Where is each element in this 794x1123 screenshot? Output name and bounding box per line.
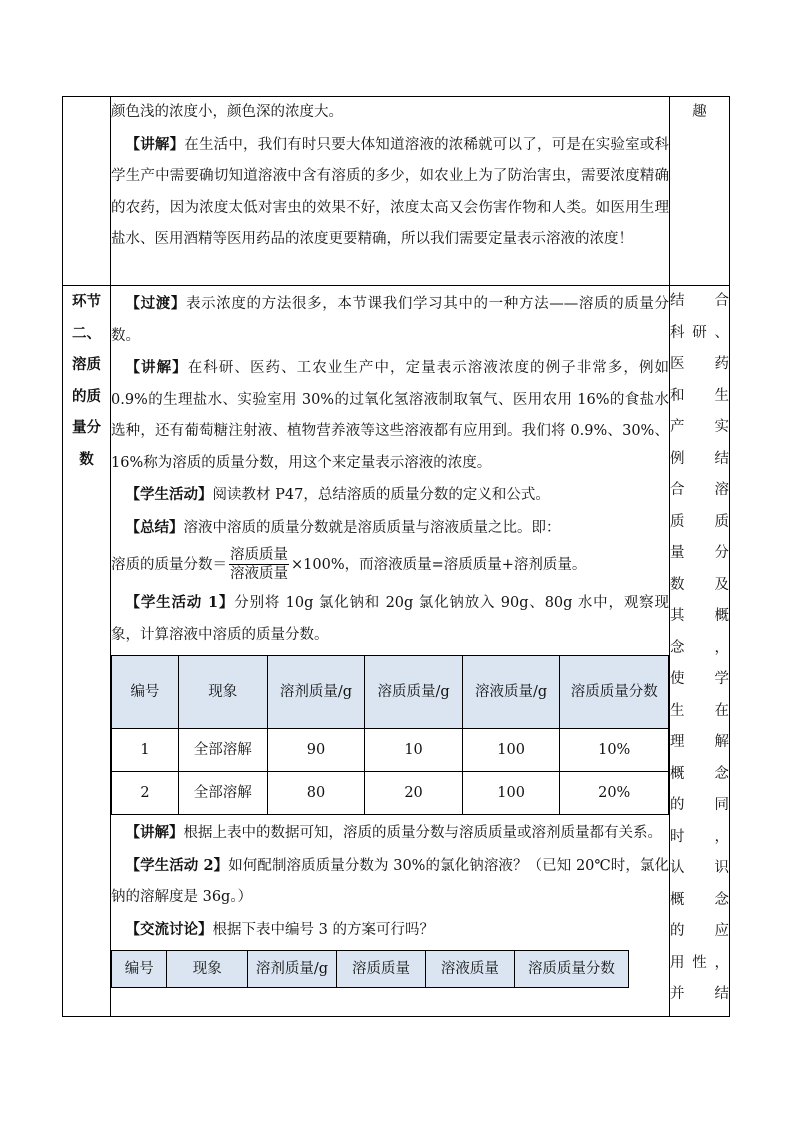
paragraph-text: 溶液中溶质的质量分数就是溶质质量与溶液质量之比。即： xyxy=(183,519,561,536)
notes-line: 其概 xyxy=(670,608,729,624)
row-section-2 xyxy=(63,286,730,1017)
table-header-cell: 现象 xyxy=(178,656,267,729)
notes-line: 认识 xyxy=(670,860,729,876)
table-header-row xyxy=(112,951,629,988)
paragraph-text: 在科研、医药、工农业生产中，定量表示溶液浓度的例子非常多，例如 0.9%的生理盐水、实验室用 30%的过氧化氢溶液制取氧气、医用农用 16%的食盐水选种，还有葡萄糖注射液、植物营养液等这些溶液都有应用到。我们将 0.9%、30%、16%称为溶质的质量分数，用这个来定量表示溶液的浓度。 xyxy=(111,360,670,471)
notes-line: 理解 xyxy=(670,734,729,750)
table-row xyxy=(112,729,669,772)
paragraph-tag: 【讲解】 xyxy=(125,135,185,153)
table-cell: 20 xyxy=(365,772,463,815)
formula-fraction xyxy=(229,546,289,583)
table-header-cell: 溶质质量分数 xyxy=(560,656,669,729)
notes-line: 的应 xyxy=(670,923,729,939)
notes-line: 结合 xyxy=(670,293,729,309)
label-line: 量分 xyxy=(72,419,101,436)
paragraph xyxy=(111,288,669,352)
data-table-2 xyxy=(111,950,629,988)
table-cell: 1 xyxy=(112,729,179,772)
notes-line: 概念 xyxy=(670,891,729,908)
table-header-cell: 溶剂质量/g xyxy=(267,656,365,729)
notes-line: 和生 xyxy=(670,387,729,404)
notes-line: 合溶 xyxy=(670,482,729,498)
lesson-plan-table xyxy=(62,96,730,1017)
row-section-1 xyxy=(63,97,730,286)
notes-line: 科研、 xyxy=(670,324,729,341)
label-line: 环节 xyxy=(72,293,101,310)
label-line: 二、 xyxy=(72,324,101,342)
label-line: 数 xyxy=(79,450,94,468)
table-header-cell: 溶液质量 xyxy=(425,951,514,988)
table-cell: 90 xyxy=(267,729,365,772)
paragraph xyxy=(111,129,669,256)
paragraph-text: 颜色浅的浓度小，颜色深的浓度大。 xyxy=(111,104,343,120)
table-cell: 100 xyxy=(462,772,560,815)
notes-line: 生在 xyxy=(670,702,729,719)
paragraph-tag: 【讲解】 xyxy=(125,359,188,376)
formula-lhs: 溶质的质量分数＝ xyxy=(111,556,227,573)
table-header-cell: 现象 xyxy=(167,951,248,988)
section-1-notes xyxy=(670,97,730,286)
formula-numerator: 溶质质量 xyxy=(230,547,288,563)
paragraph-tag: 【讲解】 xyxy=(125,824,184,841)
paragraph xyxy=(111,97,669,129)
paragraph-text: 如何配制溶质质量分数为 30%的氯化钠溶液？（已知 20℃时，氯化钠的溶解度是 36g。） xyxy=(111,857,669,905)
notes-line: 使学 xyxy=(670,671,729,687)
section-2-label xyxy=(63,286,111,1017)
notes-line: 用性， xyxy=(670,954,729,971)
table-cell: 100 xyxy=(462,729,560,772)
formula-denominator: 溶液质量 xyxy=(230,566,288,582)
notes-line: 概念 xyxy=(670,765,729,782)
paragraph-text: 阅读教材 P47，总结溶质的质量分数的定义和公式。 xyxy=(212,487,550,503)
table-header-cell: 溶质质量/g xyxy=(365,656,463,729)
paragraph-tag: 【学生活动 1】 xyxy=(125,594,235,611)
paragraph-tag: 【过渡】 xyxy=(125,295,187,312)
section-2-notes xyxy=(670,286,730,1017)
paragraph-text: 分别将 10g 氯化钠和 20g 氯化钠放入 90g、80g 水中，观察现象，计算溶液中溶质的质量分数。 xyxy=(111,595,669,643)
table-cell: 10 xyxy=(365,729,463,772)
notes-line: 例结 xyxy=(670,450,729,467)
notes-line: 量分 xyxy=(670,545,729,561)
table-header-cell: 溶剂质量/g xyxy=(248,951,337,988)
paragraph xyxy=(111,587,669,651)
section-1-content xyxy=(111,97,670,286)
table-header-cell: 溶质质量分数 xyxy=(514,951,628,988)
mass-fraction-formula xyxy=(111,546,669,583)
data-table-1 xyxy=(111,655,669,815)
paragraph-text: 在生活中，我们有时只要大体知道溶液的浓稀就可以了，可是在实验室或科学生产中需要确切知道溶液中含有溶质的多少，如农业上为了防治害虫，需要浓度精确的农药，因为浓度太低对害虫的效果不好，浓度太高又会伤害作物和人类。如医用生理盐水、医用酒精等医用药品的浓度更要精确，所以我们需要定量表示溶液的浓度！ xyxy=(111,136,670,247)
paragraph xyxy=(111,479,669,512)
formula-rhs: ×100%，而溶液质量=溶质质量+溶剂质量。 xyxy=(291,556,587,573)
paragraph xyxy=(111,352,669,479)
table-cell: 全部溶解 xyxy=(178,729,267,772)
label-line: 溶质 xyxy=(72,356,101,373)
notes-line: 医药 xyxy=(670,356,729,372)
notes-line: 产实 xyxy=(670,419,729,435)
table-cell: 2 xyxy=(112,772,179,815)
paragraph xyxy=(111,817,669,850)
table-row xyxy=(112,772,669,815)
table-header-cell: 编号 xyxy=(112,951,167,988)
table-cell: 全部溶解 xyxy=(178,772,267,815)
table-header-cell: 溶液质量/g xyxy=(462,656,560,729)
notes-line: 时， xyxy=(670,828,729,845)
paragraph xyxy=(111,914,669,947)
section-1-label-cell xyxy=(63,97,111,286)
paragraph-text: 根据上表中的数据可知，溶质的质量分数与溶质质量或溶剂质量都有关系。 xyxy=(183,825,662,841)
table-cell: 80 xyxy=(267,772,365,815)
paragraph-text: 表示浓度的方法很多，本节课我们学习其中的一种方法——溶质的质量分数。 xyxy=(111,296,669,344)
paragraph-tag: 【学生活动 2】 xyxy=(125,856,229,874)
lesson-plan-page xyxy=(62,96,730,1017)
notes-line: 数及 xyxy=(670,576,729,593)
notes-text: 趣 xyxy=(692,104,707,120)
paragraph-tag: 【学生活动】 xyxy=(125,486,213,503)
table-cell: 10% xyxy=(560,729,669,772)
table-header-cell: 编号 xyxy=(112,656,179,729)
table-header-row xyxy=(112,656,669,729)
paragraph xyxy=(111,850,669,914)
paragraph-tag: 【交流讨论】 xyxy=(125,920,213,938)
section-2-content xyxy=(111,286,670,1017)
table-header-cell: 溶质质量 xyxy=(336,951,425,988)
notes-line: 念， xyxy=(670,639,729,656)
paragraph-text: 根据下表中编号 3 的方案可行吗？ xyxy=(212,921,434,938)
table-cell: 20% xyxy=(560,772,669,815)
notes-line: 质质 xyxy=(670,513,729,530)
notes-line: 并结 xyxy=(670,986,729,1002)
paragraph xyxy=(111,512,669,545)
notes-line: 的同 xyxy=(670,797,729,813)
label-line: 的质 xyxy=(72,387,101,405)
paragraph-tag: 【总结】 xyxy=(125,518,184,536)
